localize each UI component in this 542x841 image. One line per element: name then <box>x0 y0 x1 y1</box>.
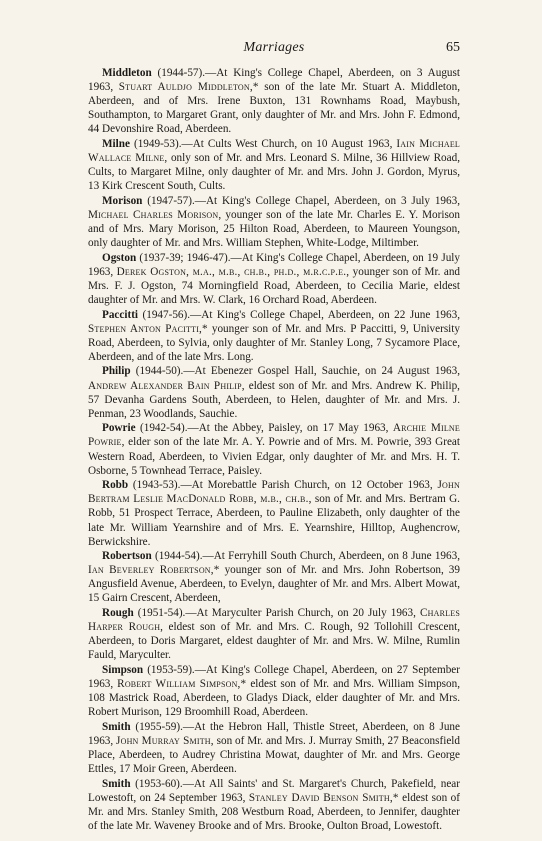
entry-years-venue: (1947-56).—At King's College Chapel, Aberdeen, on 22 June 1963, <box>138 308 460 321</box>
entry-groom-name: Stanley David Benson Smith,* <box>248 791 399 804</box>
entry-surname: Simpson <box>102 663 144 676</box>
entry-details: eldest son of Mr. and Mrs. William Simpson, 108 Mastrick Road, Aberdeen, to Gladys Diack, elder daughter of Mr. and Mrs. Robert Murison, 129 Broomhill Road, Aberdeen. <box>88 678 460 719</box>
entry-details: son of the late Mr. Stuart A. Middleton, Aberdeen, and of Mrs. Irene Buxton, 131 Rownhams Road, Maybush, Southampton, to Margaret Grant, only daughter of Mr. and Mrs. John F. Edmond, 44 Devonshire Road, Aberdeen. <box>88 81 461 136</box>
entry-groom-name: Stuart Auldjo Middleton,* <box>118 81 259 94</box>
entry-details: elder son of the late Mr. A. Y. Powrie and of Mrs. M. Powrie, 393 Great Western Road, Aberdeen, to Vivien Edgar, only daughter of Mr. and Mrs. H. T. Osborne, 5 Townhead Terrace, Paisley. <box>88 436 460 477</box>
entry-groom-name: John Bertram Leslie MacDonald Robb, m.b., ch.b., <box>88 479 460 506</box>
entry-years-venue: (1943-53).—At Morebattle Parish Church, on 12 October 1963, <box>128 479 438 492</box>
entry-groom-name: Stephen Anton Pacitti,* <box>88 322 208 335</box>
entry-groom-name: Derek Ogston, m.a., m.b., ch.b., ph.d., m.r.c.p.e., <box>116 265 350 278</box>
entry-years-venue: (1955-59).—At the Hebron Hall, Thistle Street, Aberdeen, on 8 June 1963, <box>88 720 460 747</box>
entry-groom-name: Andrew Alexander Bain Philip, <box>88 379 245 392</box>
entry-surname: Rough <box>102 607 134 620</box>
marriage-entry <box>88 606 460 662</box>
entry-groom-name: Robert William Simpson,* <box>117 678 247 691</box>
marriage-entry <box>88 663 460 719</box>
entry-surname: Ogston <box>102 251 137 264</box>
entry-years-venue: (1942-54).—At the Abbey, Paisley, on 17 May 1963, <box>135 422 393 435</box>
entry-surname: Smith <box>102 720 131 733</box>
page-number: 65 <box>446 40 460 55</box>
entry-groom-name: Iain Michael Wallace Milne, <box>88 137 460 165</box>
entry-years-venue: (1947-57).—At King's College Chapel, Aberdeen, on 3 July 1963, <box>142 194 460 207</box>
entry-groom-name: Ian Beverley Robertson,* <box>88 564 220 577</box>
entry-years-venue: (1953-59).—At King's College Chapel, Aberdeen, on 27 September 1963, <box>88 663 460 691</box>
marriage-entry <box>88 364 460 420</box>
marriage-entry <box>88 308 460 364</box>
entry-details: eldest son of Mr. and Mrs. C. Rough, 92 Tollohill Crescent, Aberdeen, to Doris Margaret, eldest daughter of Mr. and Mrs. W. Milne, Rumlin Fauld, Maryculter. <box>88 621 460 662</box>
marriage-entry <box>88 194 460 250</box>
entry-details: younger son of Mr. and Mrs. F. J. Ogston, 74 Morningfield Road, Aberdeen, to Cecilia Marie, eldest daughter of Mr. and Mrs. W. Clark, 16 Orchard Road, Aberdeen. <box>88 265 461 306</box>
entry-details: eldest son of Mr. and Mrs. Stanley Smith, 208 Westburn Road, Aberdeen, to Jennifer, daughter of the late Mr. Waveney Brooke and of Mrs. Brooke, Oulton Broad, Lowestoft. <box>88 791 460 832</box>
entry-years-venue: (1944-50).—At Ebenezer Gospel Hall, Sauchie, on 24 August 1963, <box>130 365 460 378</box>
entry-details: only son of Mr. and Mrs. Leonard S. Milne, 36 Hillview Road, Cults, to Margaret Milne, only daughter of Mr. and Mrs. John J. Gordon, Myrus, 13 Kirk Crescent South, Cults. <box>88 152 461 193</box>
entry-years-venue: (1953-60).—At All Saints' and St. Margaret's Church, Pakefield, near Lowestoft, on 24 September 1963, <box>88 777 460 804</box>
entry-surname: Robb <box>102 479 129 492</box>
entry-details: younger son of Mr. and Mrs. P Paccitti, 9, University Road, Aberdeen, to Sylvia, only daughter of Mr. Stanley Long, 7 Sycamore Place, Aberdeen, and of the late Mrs. Long. <box>88 322 460 363</box>
marriage-entry <box>88 66 460 136</box>
entry-surname: Middleton <box>102 67 152 79</box>
entry-groom-name: John Murray Smith, <box>116 734 214 747</box>
entry-surname: Powrie <box>102 422 136 435</box>
entry-details: son of Mr. and Mrs. Bertram G. Robb, 51 Prospect Terrace, Aberdeen, to Pauline Elizabeth, only daughter of the late Mr. William Yearnshire and of Mrs. E. Yearnshire, Hilltop, Aughencrow, Berwickshire. <box>88 493 460 548</box>
marriage-entry <box>88 137 460 193</box>
page-title: Marriages <box>243 40 305 55</box>
entry-details: younger son of the late Mr. Charles E. Y. Morison and of Mrs. Mary Morison, 25 Hilton Road, Aberdeen, to Maureen Youngson, only daughter of Mr. and Mrs. William Stephen, White-Lodge, Miltimber. <box>88 208 460 250</box>
entry-details: eldest son of Mr. and Mrs. Andrew K. Philip, 57 Devanha Gardens South, Aberdeen, to Helen, daughter of Mr. and Mrs. J. Penman, 23 Woodlands, Sauchie. <box>88 379 460 420</box>
running-head <box>88 40 460 60</box>
entry-years-venue: (1937-39; 1946-47).—At King's College Chapel, Aberdeen, on 19 July 1963, <box>88 251 460 278</box>
marriage-entry <box>88 777 460 833</box>
entry-groom-name: Archie Milne Powrie, <box>88 422 460 449</box>
entry-groom-name: Michael Charles Morison, <box>88 208 222 221</box>
marriage-entry <box>88 478 460 548</box>
marriage-entry <box>88 720 460 776</box>
entry-details: younger son of Mr. and Mrs. John Robertson, 39 Angusfield Avenue, Aberdeen, to Evelyn, daughter of Mr. and Mrs. Albert Mowat, 15 Gairn Crescent, Aberdeen, <box>88 564 460 605</box>
entry-surname: Robertson <box>102 550 152 563</box>
entry-surname: Smith <box>102 777 131 790</box>
entry-surname: Paccitti <box>102 308 139 321</box>
entry-surname: Milne <box>102 137 130 150</box>
marriage-entry <box>88 421 460 477</box>
entry-details: son of Mr. and Mrs. J. Murray Smith, 27 Beaconsfield Place, Aberdeen, to Audrey Christina Mowat, daughter of Mr. and Mrs. George Ettles, 17 Moir Green, Aberdeen. <box>88 734 461 776</box>
entry-years-venue: (1944-54).—At Ferryhill South Church, Aberdeen, on 8 June 1963, <box>151 550 460 563</box>
marriage-entry <box>88 549 460 605</box>
entry-groom-name: Charles Harper Rough, <box>88 607 460 634</box>
entry-surname: Morison <box>102 194 143 207</box>
entry-years-venue: (1949-53).—At Cults West Church, on 10 August 1963, <box>129 137 397 150</box>
marriage-entry <box>88 251 460 307</box>
entry-years-venue: (1951-54).—At Maryculter Parish Church, on 20 July 1963, <box>133 607 421 620</box>
marriage-entries <box>88 66 460 834</box>
entry-surname: Philip <box>102 365 131 378</box>
entry-years-venue: (1944-57).—At King's College Chapel, Aberdeen, on 3 August 1963, <box>88 67 460 94</box>
